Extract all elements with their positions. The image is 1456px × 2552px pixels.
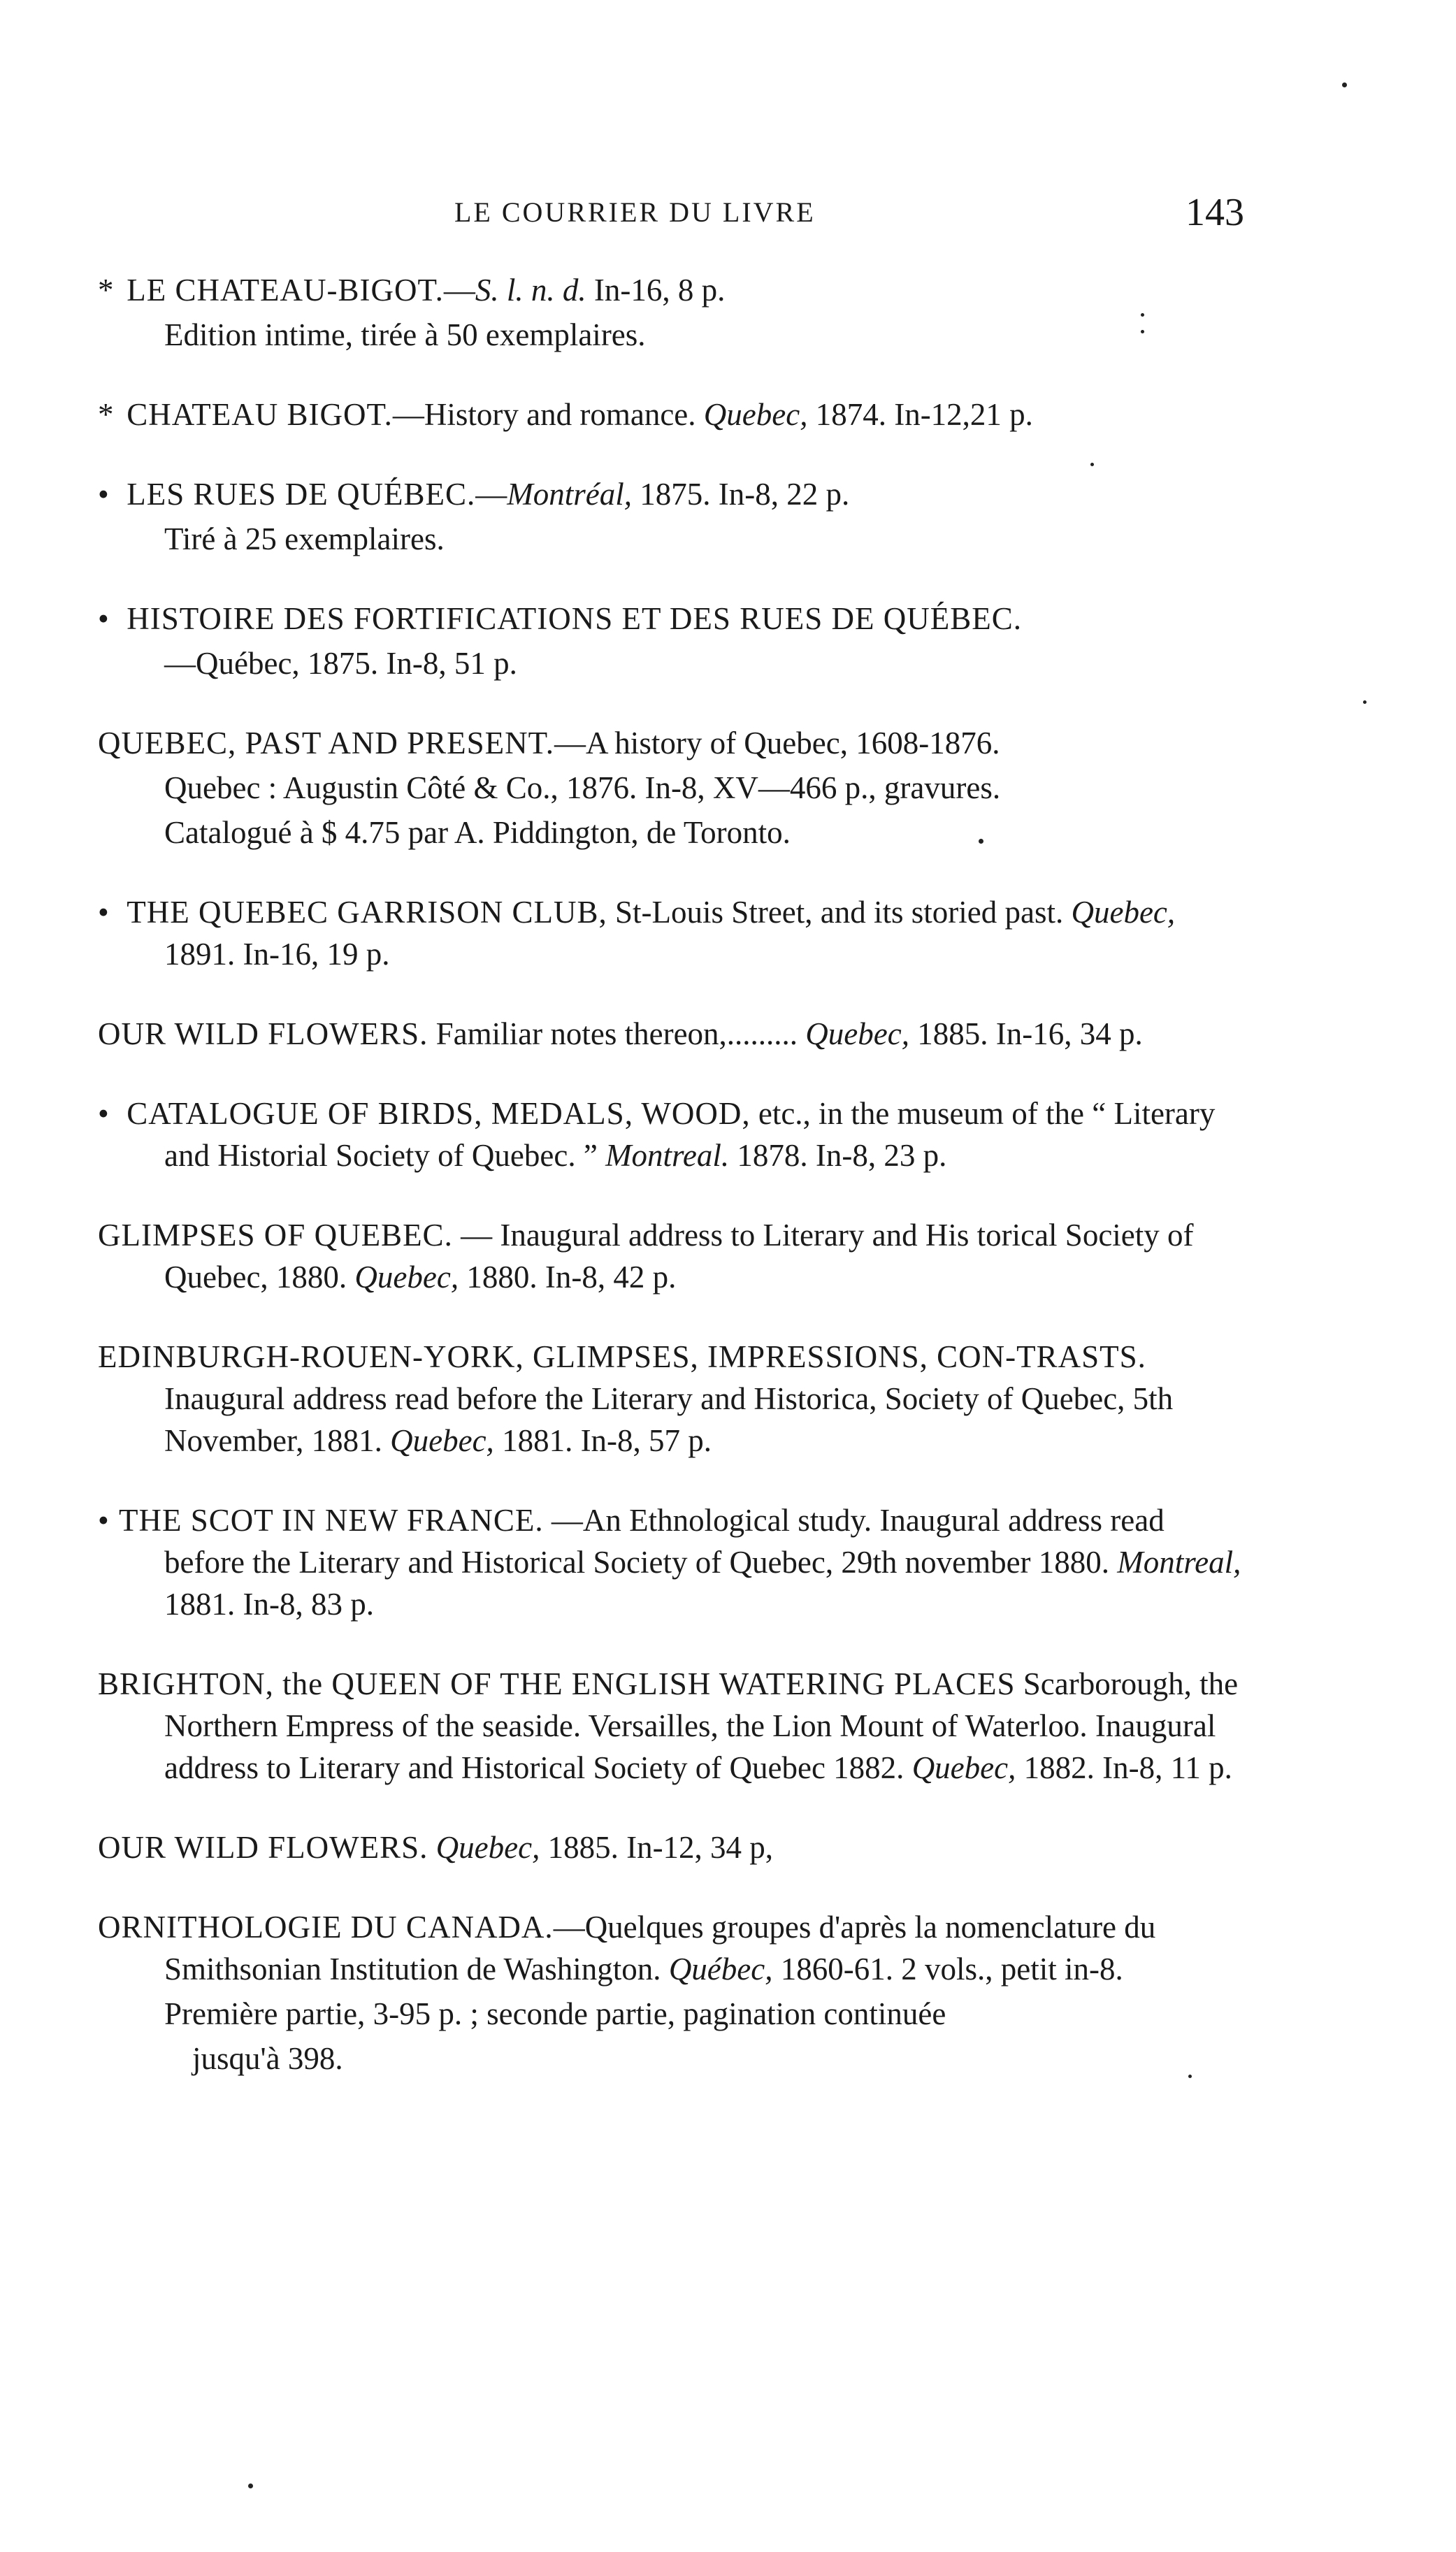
scan-speck [979,839,983,844]
entry-description: Quelques groupes d'après la nomenclature du Smithsonian Institution de Washington. [164,1910,1156,1987]
entry-note: Tiré à 25 exemplaires. [164,521,445,556]
entry-title: HISTOIRE DES FORTIFICATIONS ET DES RUES DE QUÉBEC. [127,601,1022,636]
entry-place: Quebec, [911,1750,1016,1785]
entry-imprint: In-16, 8 p. [586,273,726,308]
entry-mark: * [98,273,114,308]
entry-description [428,1830,435,1865]
entry-title: LE CHATEAU-BIGOT. [127,273,444,308]
entry-title: CATALOGUE OF BIRDS, MEDALS, WOOD, [127,1096,751,1131]
scan-speck [1342,82,1347,87]
bibliography-entry [98,722,1244,764]
scan-speck [1141,313,1144,317]
entry-imprint: 1882. In-8, 11 p. [1016,1750,1232,1785]
bibliography-list [98,269,1244,2079]
entry-title: CHATEAU BIGOT. [127,397,393,432]
entry-description: Familiar notes thereon,......... [428,1016,806,1051]
entry-title: EDINBURGH-ROUEN-YORK, GLIMPSES, IMPRESSIONS, CON-TRASTS. [98,1339,1146,1374]
bibliography-entry [98,1214,1244,1298]
entry-imprint: 1885. In-12, 34 p, [540,1830,774,1865]
entry-title: THE SCOT IN NEW FRANCE. [119,1503,544,1538]
entry-mark: • [98,1503,109,1538]
entry-description: St-Louis Street, and its storied past. [607,895,1072,930]
entry-place: Quebec, [435,1830,540,1865]
entry-mark: • [98,895,109,930]
entry-imprint: 1880. In-8, 42 p. [459,1260,677,1295]
entry-note: Quebec : Augustin Côté & Co., 1876. In-8, XV—466 p., gravures. [164,770,1001,805]
entry-description: History and romance. [424,397,704,432]
entry-separator: — [554,726,586,760]
bibliography-entry [98,394,1244,435]
scan-speck [1090,463,1094,466]
entry-place: Quebec, [805,1016,909,1051]
entry-description: — Inaugural address to Literary and His torical Society of Quebec, 1880. [164,1218,1194,1295]
bibliography-entry [98,891,1244,975]
running-title: LE COURRIER DU LIVRE [454,196,816,228]
entry-note: —Québec, 1875. In-8, 51 p. [164,646,517,681]
entry-mark: • [98,1096,109,1131]
entry-title: LES RUES DE QUÉBEC. [127,477,476,512]
entry-title: GLIMPSES OF QUEBEC. [98,1218,453,1253]
entry-note: Catalogué à $ 4.75 par A. Piddington, de Toronto. [164,815,791,850]
entry-imprint: 1874. In-12,21 p. [807,397,1033,432]
entry-title: OUR WILD FLOWERS. [98,1016,428,1051]
scan-speck [1141,330,1144,333]
scan-speck [248,2483,253,2488]
entry-title: QUEBEC, PAST AND PRESENT. [98,726,555,760]
page-number: 143 [1185,191,1244,234]
entry-note: Première partie, 3-95 p. ; seconde partie, pagination continuée [164,1996,946,2031]
entry-imprint: 1878. In-8, 23 p. [729,1138,947,1173]
entry-place: Montréal, [507,477,632,512]
entry-place: Quebec, [1071,895,1176,930]
entry-place: Quebec, [390,1423,494,1458]
bibliography-entry [98,1093,1244,1176]
scan-speck [1363,700,1367,704]
scan-speck [1188,2075,1192,2078]
entry-imprint: 1860-61. 2 vols., petit in-8. [772,1952,1123,1987]
entry-imprint: 1891. In-16, 19 p. [164,937,390,972]
entry-place: Québec, [668,1952,773,1987]
bibliography-entry [98,1013,1244,1055]
bibliography-entry [98,473,1244,515]
bibliography-entry [98,1663,1244,1789]
entry-imprint: 1881. In-8, 83 p. [164,1587,374,1622]
bibliography-entry [98,1499,1244,1625]
bibliography-entry [98,269,1244,311]
entry-title: OUR WILD FLOWERS. [98,1830,428,1865]
entry-description: etc., in the museum of the “ Literary and Historial Society of Quebec. ” [164,1096,1216,1173]
entry-imprint: 1885. In-16, 34 p. [909,1016,1143,1051]
entry-description: A history of Quebec, 1608-1876. [586,726,1000,760]
entry-separator: — [475,477,507,512]
entry-mark: • [98,477,109,512]
entry-mark: • [98,601,109,636]
bibliography-entry [98,1336,1244,1462]
entry-description: Scarborough, the Northern Empress of the seaside. Versailles, the Lion Mount of Waterloo. Inaugural address to Literary and Historical Society of Quebec 1882. [164,1666,1239,1785]
entry-separator: — [553,1910,585,1945]
bibliography-entry [98,1906,1244,1990]
page-header [454,190,1244,239]
entry-title: THE QUEBEC GARRISON CLUB, [127,895,607,930]
entry-title: ORNITHOLOGIE DU CANADA. [98,1910,554,1945]
entry-place: Quebec, [354,1260,459,1295]
bibliography-entry [98,598,1244,640]
entry-imprint: 1881. In-8, 57 p. [493,1423,712,1458]
entry-place: Montreal. [605,1138,730,1173]
entry-title: BRIGHTON, the QUEEN OF THE ENGLISH WATERING PLACES [98,1666,1016,1701]
entry-note: jusqu'à 398. [192,2041,343,2076]
entry-description: —An Ethnological study. Inaugural address read before the Literary and Historical Society of Quebec, 29th november 1880. [164,1503,1165,1580]
entry-place: S. l. n. d. [475,273,586,308]
entry-imprint: 1875. In-8, 22 p. [632,477,850,512]
entry-place: Montreal, [1117,1545,1241,1580]
entry-separator: — [392,397,424,432]
bibliography-entry [98,1826,1244,1868]
entry-mark: * [98,397,114,432]
entry-place: Quebec, [703,397,808,432]
entry-description: Inaugural address read before the Literary and Historica, Society of Quebec, 5th November, 1881. [164,1381,1174,1458]
entry-separator: — [443,273,475,308]
entry-note: Edition intime, tirée à 50 exemplaires. [164,317,646,352]
